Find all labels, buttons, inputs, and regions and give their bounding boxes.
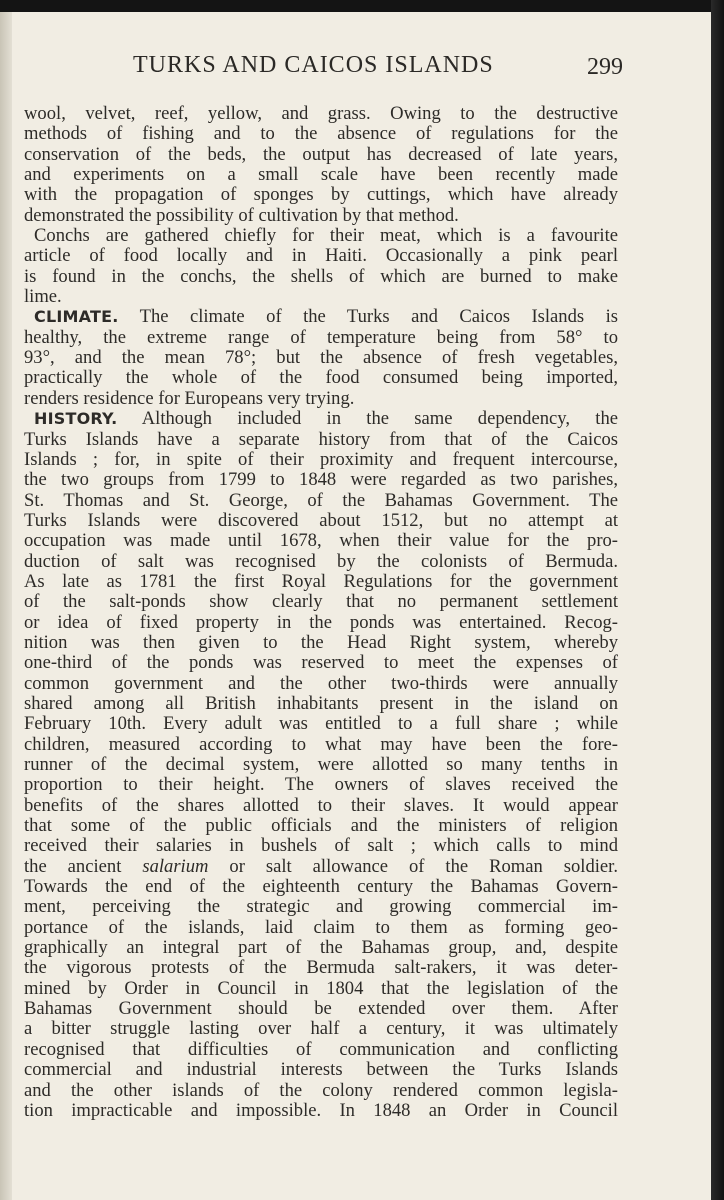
text-line: portance of the islands, laid claim to them as forming geo- (24, 916, 618, 938)
text-line: Islands ; for, in spite of their proximity and frequent intercourse, (24, 448, 618, 470)
text-line-content: Although included in the same dependency, the (141, 408, 618, 430)
text-line (24, 857, 618, 877)
italic-term-salarium: salarium (142, 855, 209, 877)
text-line: received their salaries in bushels of salt ; which calls to mind (24, 835, 618, 857)
scan-border-right (711, 0, 724, 1200)
text-line: Turks Islands were discovered about 1512, but no attempt at (24, 509, 618, 531)
text-line: the two groups from 1799 to 1848 were regarded as two parishes, (24, 469, 618, 491)
text-line: methods of fishing and to the absence of regulations for the (24, 123, 618, 145)
text-fragment: or salt allowance of the Roman soldier. (229, 855, 618, 877)
text-line: and experiments on a small scale have been recently made (24, 164, 618, 186)
text-line: occupation was made until 1678, when their value for the pro- (24, 530, 618, 552)
text-line: mined by Order in Council in 1804 that the legislation of the (24, 977, 618, 999)
section-heading-history: HISTORY. (34, 409, 118, 429)
text-line: lime. (24, 286, 62, 308)
text-line: healthy, the extreme range of temperature being from 58° to (24, 326, 618, 348)
text-line: conservation of the beds, the output has decreased of late years, (24, 143, 618, 165)
text-line: Conchs are gathered chiefly for their meat, which is a favourite (34, 225, 618, 247)
section-heading-climate: CLIMATE. (34, 307, 119, 327)
text-line: graphically an integral part of the Bahamas group, and, despite (24, 937, 618, 959)
text-line: duction of salt was recognised by the colonists of Bermuda. (24, 550, 618, 572)
text-line: Bahamas Government should be extended over them. After (24, 998, 618, 1020)
text-line: demonstrated the possibility of cultivation by that method. (24, 204, 459, 226)
text-line: February 10th. Every adult was entitled to a full share ; while (24, 713, 618, 735)
text-line: benefits of the shares allotted to their slaves. It would appear (24, 794, 618, 816)
text-line: children, measured according to what may have been the fore- (24, 733, 618, 755)
text-line: with the propagation of sponges by cuttings, which have already (24, 184, 618, 206)
text-line: the vigorous protests of the Bermuda salt-rakers, it was deter- (24, 957, 618, 979)
text-line: one-third of the ponds was reserved to meet the expenses of (24, 652, 618, 674)
text-line: and the other islands of the colony rendered common legisla- (24, 1079, 618, 1101)
running-head (0, 52, 724, 92)
text-fragment: the ancient (24, 855, 122, 877)
text-line: of the salt-ponds show clearly that no permanent settlement (24, 591, 618, 613)
text-line: tion impracticable and impossible. In 1848 an Order in Council (24, 1099, 618, 1121)
page-number: 299 (587, 54, 623, 80)
text-line (24, 409, 618, 429)
text-line: or idea of fixed property in the ponds was entertained. Recog- (24, 611, 618, 633)
text-line: Towards the end of the eighteenth century the Bahamas Govern- (24, 876, 618, 898)
text-line: is found in the conchs, the shells of which are burned to make (24, 265, 618, 287)
text-line: renders residence for Europeans very trying. (24, 387, 355, 409)
text-line: As late as 1781 the first Royal Regulations for the government (24, 570, 618, 592)
text-line: a bitter struggle lasting over half a century, it was ultimately (24, 1018, 618, 1040)
text-line: recognised that difficulties of communication and conflicting (24, 1038, 618, 1060)
text-line: article of food locally and in Haiti. Occasionally a pink pearl (24, 245, 618, 267)
text-line: proportion to their height. The owners of slaves received the (24, 774, 618, 796)
text-line: St. Thomas and St. George, of the Bahamas Government. The (24, 489, 618, 511)
text-line (24, 307, 618, 327)
text-line: practically the whole of the food consumed being imported, (24, 367, 618, 389)
running-title: TURKS AND CAICOS ISLANDS (133, 52, 494, 78)
text-line: shared among all British inhabitants present in the island on (24, 692, 618, 714)
text-line: common government and the other two-thirds were annually (24, 672, 618, 694)
text-line: runner of the decimal system, were allotted so many tenths in (24, 754, 618, 775)
text-line: 93°, and the mean 78°; but the absence of fresh vegetables, (24, 347, 618, 369)
text-line-content: The climate of the Turks and Caicos Islands is (139, 306, 618, 328)
text-line: wool, velvet, reef, yellow, and grass. Owing to the destructive (24, 103, 618, 124)
text-line: nition was then given to the Head Right system, whereby (24, 631, 618, 653)
scan-border-top (0, 0, 724, 12)
text-line: ment, perceiving the strategic and growing commercial im- (24, 896, 618, 918)
text-line: Turks Islands have a separate history from that of the Caicos (24, 428, 618, 450)
text-line: that some of the public officials and the ministers of religion (24, 815, 618, 837)
body-text (24, 104, 618, 1121)
text-line: commercial and industrial interests between the Turks Islands (24, 1059, 618, 1081)
